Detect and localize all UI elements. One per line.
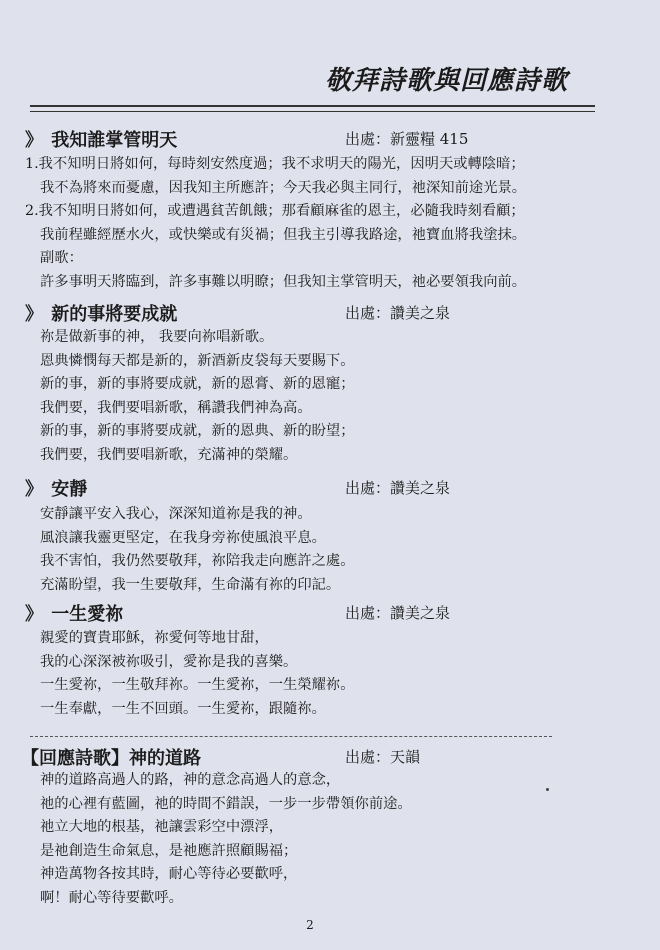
song-block [25,300,625,468]
song-title-text: 新的事將要成就 [51,304,178,325]
song-source: 出處：天韻 [345,748,421,766]
song-title-text: 我知誰掌管明天 [51,130,178,151]
lyric-line: 祢是做新事的神， 我要向祢唱新歌。 [40,329,274,345]
lyric-line: 新的事，新的事將要成就，新的恩典、新的盼望； [40,423,355,440]
lyric-line: 風浪讓我靈更堅定，在我身旁祢使風浪平息。 [40,529,326,546]
lyric-line: 2.我不知明日將如何，或遭遇貧苦飢餓；那看顧麻雀的恩主，必隨我時刻看顧； [25,203,525,220]
page-title: 敬拜詩歌與回應詩歌 [324,66,568,96]
lyric-line: 一生奉獻，一生不回頭。一生愛祢，跟隨祢。 [40,700,326,717]
song-title [25,475,87,501]
song-source: 出處：讚美之泉 [345,304,451,322]
lyric-line: 神的道路高過人的路，神的意念高過人的意念， [40,772,341,788]
lyric-line: 我的心深深被祢吸引，愛祢是我的喜樂。 [40,653,298,670]
song-marker: 》 [25,130,43,151]
section-divider [30,736,552,737]
lyric-line: 我不為將來而憂慮，因我知主所應許；今天我必與主同行，祂深知前途光景。 [40,179,527,196]
lyric-line: 是祂創造生命氣息，是祂應許照顧賜福； [40,842,298,859]
song-title [25,126,177,152]
song-source: 出處：讚美之泉 [345,604,451,622]
lyric-line: 1.我不知明日將如何，每時刻安然度過；我不求明天的陽光，因明天或轉陰暗； [25,156,525,172]
lyric-line: 安靜讓平安入我心，深深知道祢是我的神。 [40,506,312,522]
song-source: 出處：讚美之泉 [345,479,451,497]
response-song-block [21,744,625,911]
song-header [25,600,625,626]
song-marker: 》 [25,304,43,325]
lyric-line: 啊！耐心等待要歡呼。 [40,889,183,906]
song-block [25,600,625,721]
lyric-line: 親愛的寶貴耶穌，祢愛何等地甘甜， [40,630,269,646]
song-title [21,744,201,770]
lyric-line: 我們要，我們要唱新歌，稱讚我們神為高。 [40,399,312,416]
lyric-line: 祂的心裡有藍圖，祂的時間不錯誤，一步一步帶領你前途。 [40,795,412,812]
song-title-text: 一生愛祢 [51,604,124,625]
lyric-line: 新的事，新的事將要成就，新的恩膏、新的恩寵； [40,376,355,393]
title-underline [30,105,595,112]
song-marker: 》 [25,604,43,625]
chorus-label: 副歌： [40,250,83,267]
song-header [25,126,625,152]
page-number: 2 [306,918,314,932]
song-header [25,300,625,326]
speck [546,788,549,791]
lyric-line: 神造萬物各按其時，耐心等待必要歡呼， [40,866,298,883]
song-header [21,744,625,770]
lyric-line: 充滿盼望，我一生要敬拜，生命滿有祢的印記。 [40,576,341,593]
lyric-line: 恩典憐憫每天都是新的，新酒新皮袋每天要賜下。 [40,352,355,369]
lyric-line: 我不害怕，我仍然要敬拜，祢陪我走向應許之處。 [40,553,355,570]
song-block [25,126,625,295]
song-header [25,475,625,501]
song-title [25,600,123,626]
song-source: 出處：新靈糧 415 [345,130,469,148]
song-title [25,300,177,326]
lyric-line: 我們要，我們要唱新歌，充滿神的榮耀。 [40,446,298,463]
song-marker: 》 [25,479,43,500]
lyric-line: 一生愛祢，一生敬拜祢。一生愛祢，一生榮耀祢。 [40,677,355,694]
song-title-text: 【回應詩歌】神的道路 [21,748,201,769]
lyric-line: 許多事明天將臨到，許多事難以明瞭；但我知主掌管明天，祂必要領我向前。 [40,273,527,290]
song-title-text: 安靜 [51,479,88,500]
lyric-line: 我前程雖經歷水火，或快樂或有災禍；但我主引導我路途，祂寶血將我塗抹。 [40,226,527,243]
lyric-line: 祂立大地的根基，祂讓雲彩空中漂浮， [40,819,284,836]
song-block [25,475,625,597]
